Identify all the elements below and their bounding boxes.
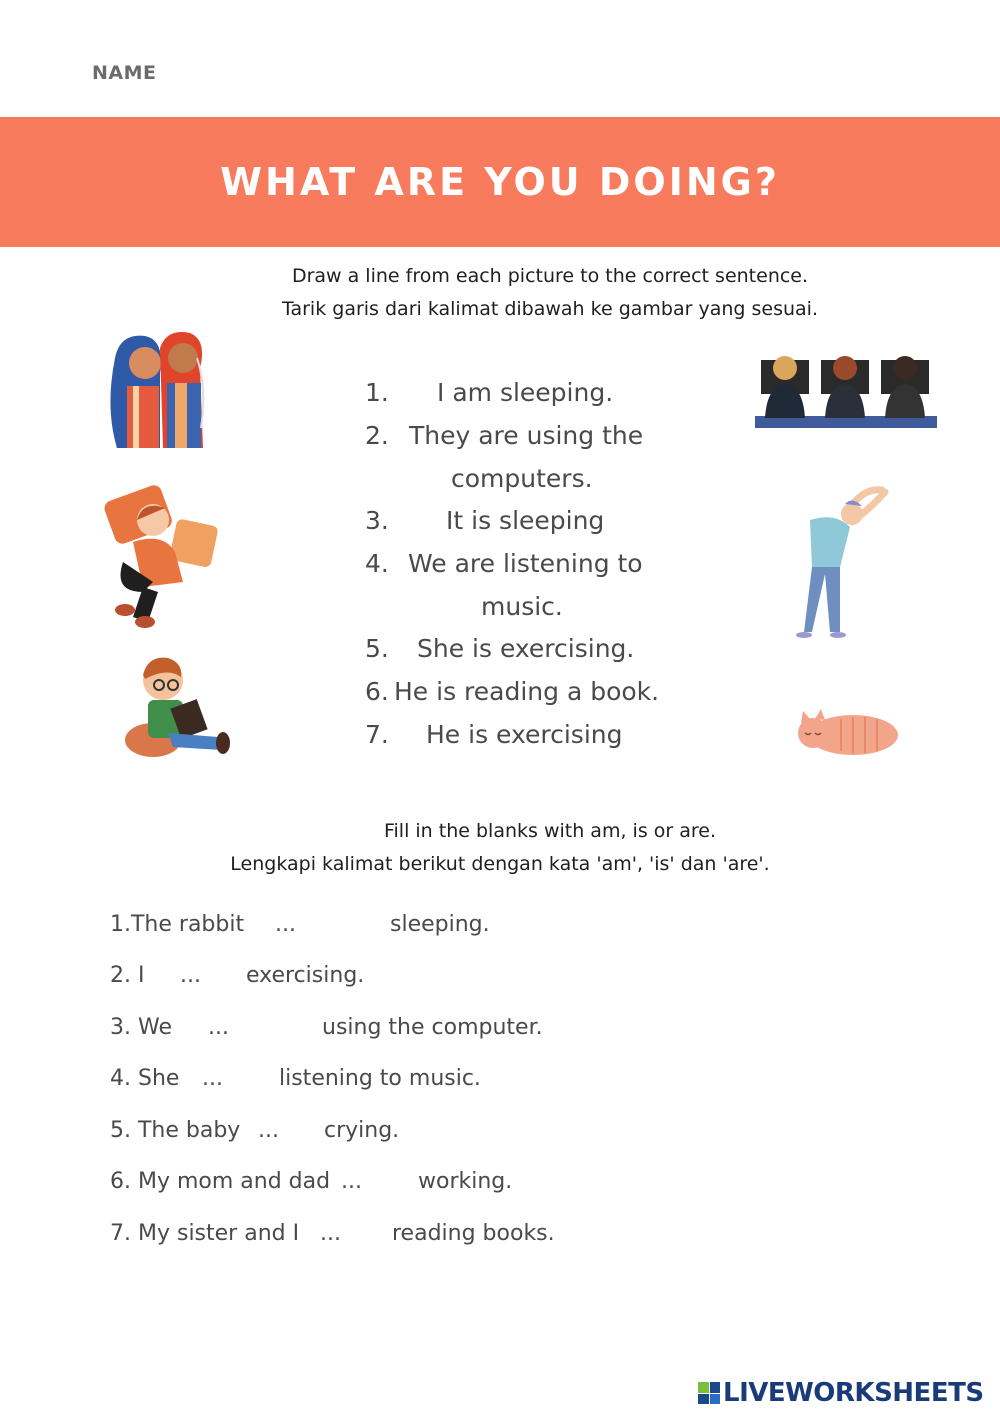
fill-rest: reading books. xyxy=(392,1221,555,1246)
page-title: WHAT ARE YOU DOING? xyxy=(220,160,780,204)
fill-rest: using the computer. xyxy=(322,1015,543,1040)
fill-subject: 6. My mom and dad xyxy=(110,1169,331,1194)
fill-blank[interactable]: ... xyxy=(208,1015,229,1040)
fill-blank[interactable]: ... xyxy=(341,1169,362,1194)
matching-instruction-en: Draw a line from each picture to the correct sentence. xyxy=(291,265,809,287)
boy-reading-icon[interactable] xyxy=(123,655,231,760)
fill-rest: crying. xyxy=(324,1118,400,1143)
fill-subject: 7. My sister and I xyxy=(110,1221,300,1246)
sentence-number: 1. xyxy=(365,378,389,407)
liveworksheets-logo[interactable] xyxy=(698,1378,984,1408)
sentence-number: 2. xyxy=(365,421,389,450)
fill-subject: 2. I xyxy=(110,963,145,988)
fill-blank[interactable]: ... xyxy=(202,1066,223,1091)
sentence-text: It is sleeping xyxy=(446,506,605,535)
fill-subject: 3. We xyxy=(110,1015,172,1040)
title-banner xyxy=(0,117,1000,247)
sentence-text: They are using the xyxy=(409,421,644,450)
fill-rest: sleeping. xyxy=(390,912,490,937)
sentence-text: He is exercising xyxy=(426,720,623,749)
fill-subject: 1.The rabbit xyxy=(110,912,245,937)
sentence-text: She is exercising. xyxy=(417,634,635,663)
fill-blank[interactable]: ... xyxy=(180,963,201,988)
sentence-text: music. xyxy=(481,592,563,621)
fill-rest: working. xyxy=(418,1169,513,1194)
sentence-text: I am sleeping. xyxy=(437,378,614,407)
fill-instruction-en: Fill in the blanks with am, is or are. xyxy=(383,820,716,842)
fill-blank[interactable]: ... xyxy=(258,1118,279,1143)
sentence-text: We are listening to xyxy=(408,549,643,578)
sentence-text: He is reading a book. xyxy=(394,677,660,706)
fill-instruction-id: Lengkapi kalimat berikut dengan kata 'am', 'is' dan 'are'. xyxy=(230,853,770,875)
fill-blank[interactable]: ... xyxy=(320,1221,341,1246)
fill-subject: 4. She xyxy=(110,1066,180,1091)
matching-instruction-id: Tarik garis dari kalimat dibawah ke gambar yang sesuai. xyxy=(282,298,818,320)
name-label: NAME xyxy=(92,62,157,84)
liveworksheets-logo-icon xyxy=(698,1382,720,1404)
people-using-computers-icon[interactable] xyxy=(755,348,937,430)
fill-rest: exercising. xyxy=(246,963,365,988)
cat-sleeping-icon[interactable] xyxy=(793,705,903,757)
fill-blank[interactable]: ... xyxy=(275,912,296,937)
fill-rest: listening to music. xyxy=(279,1066,481,1091)
girl-sleeping-icon[interactable] xyxy=(103,482,223,632)
woman-exercising-icon[interactable] xyxy=(790,482,890,640)
logo-text: LIVEWORKSHEETS xyxy=(723,1378,984,1408)
sentence-number: 5. xyxy=(365,634,389,663)
fill-subject: 5. The baby xyxy=(110,1118,241,1143)
sentence-number: 4. xyxy=(365,549,389,578)
sentence-number: 6. xyxy=(365,677,389,706)
girls-listening-music-icon[interactable] xyxy=(105,328,210,453)
sentence-text: computers. xyxy=(451,464,593,493)
sentence-number: 7. xyxy=(365,720,389,749)
sentence-number: 3. xyxy=(365,506,389,535)
